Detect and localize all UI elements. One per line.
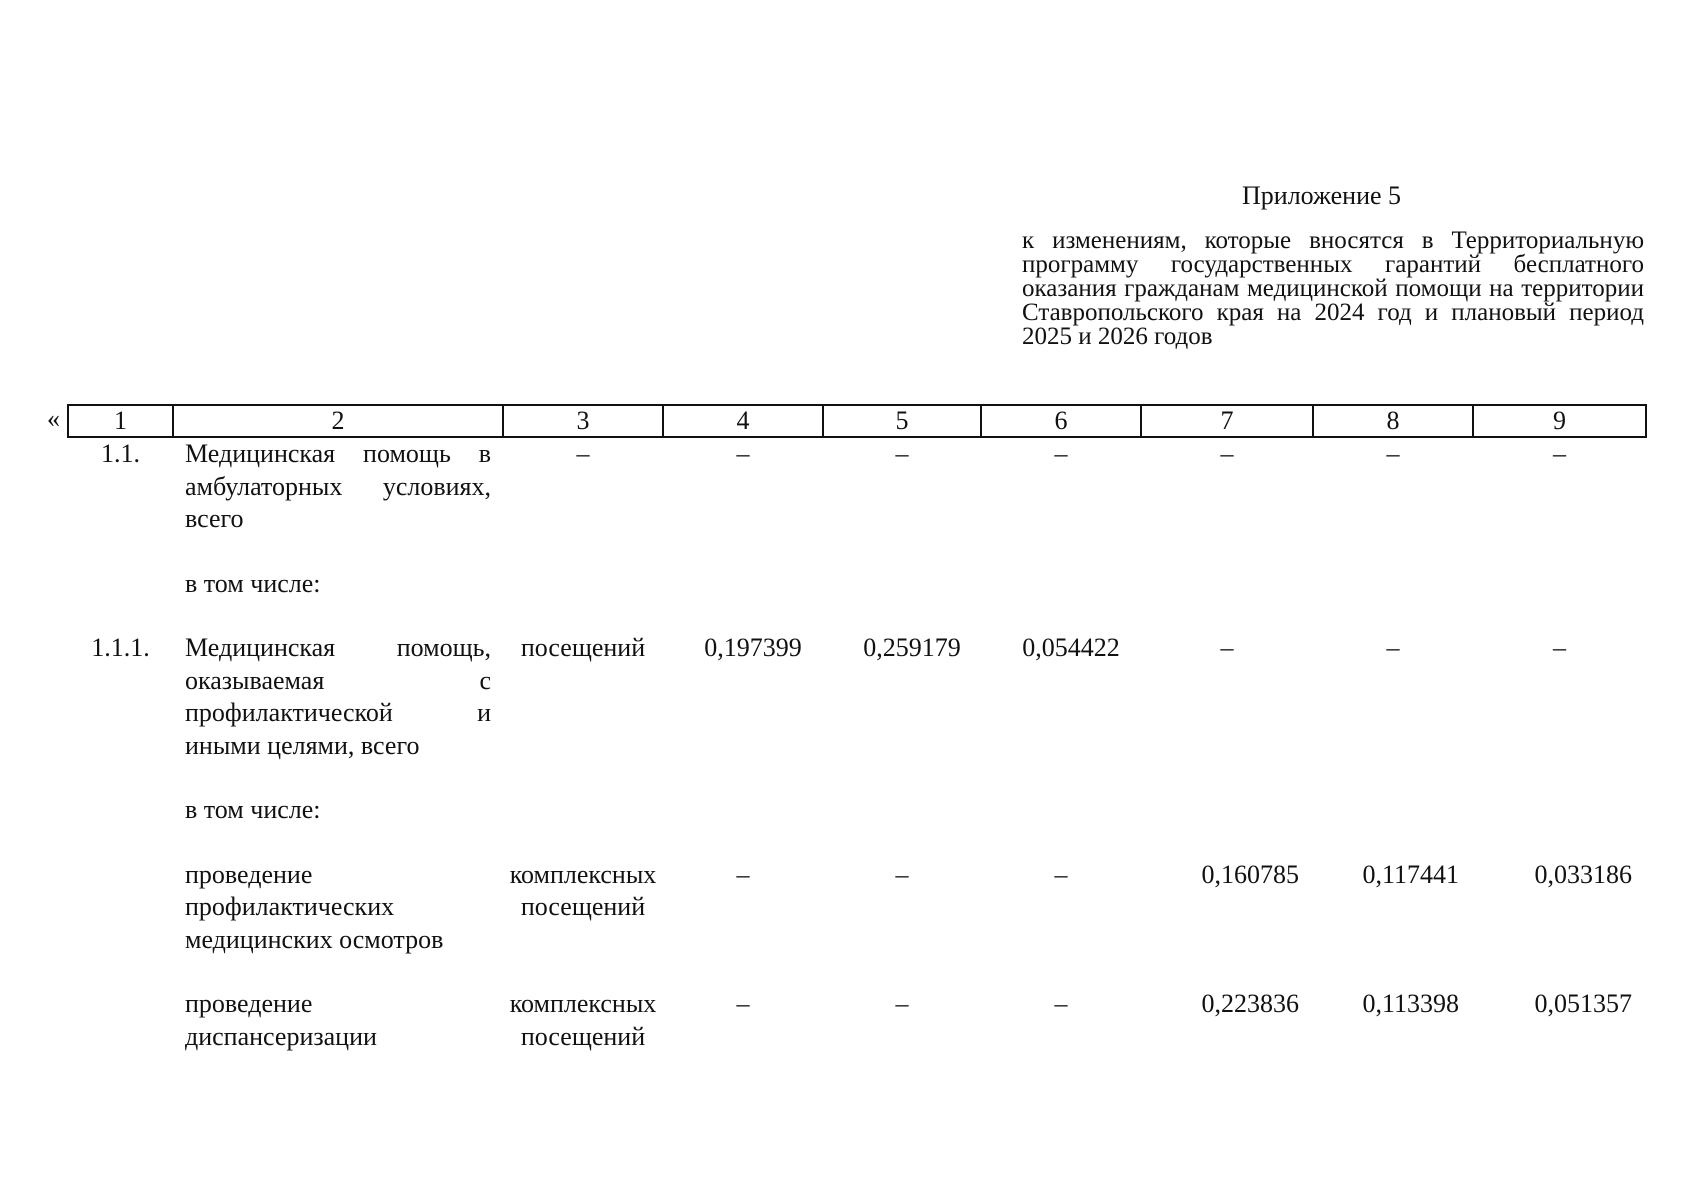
table-row [68, 988, 1646, 1053]
row-name: Медицинская помощь в амбулаторных условиях, всего [185, 439, 491, 533]
table-row [68, 568, 1646, 601]
row-number [68, 859, 173, 957]
column-number: 2 [173, 405, 503, 437]
row-unit: посещений [520, 633, 646, 662]
cell-col8: 0,117441 [1362, 859, 1459, 889]
row-number: 1.1. [101, 439, 140, 468]
row-unit: – [576, 439, 590, 468]
cell-col5: – [895, 439, 909, 468]
row-number [68, 568, 173, 601]
cell-col4: 0,197399 [704, 633, 802, 662]
column-number: 4 [663, 405, 823, 437]
row-number [68, 794, 173, 827]
row-empty-cells [503, 568, 1646, 601]
row-spacer [68, 827, 1646, 859]
table-row [68, 794, 1646, 827]
cell-col6: – [1054, 989, 1068, 1018]
cell-col7: 0,160785 [1201, 859, 1299, 889]
column-number: 3 [503, 405, 663, 437]
row-name: проведение профилактических медицинских осмотров [185, 859, 444, 954]
table-row [68, 437, 1646, 536]
row-spacer [68, 956, 1646, 988]
cell-col6: – [1054, 859, 1068, 889]
column-number: 9 [1473, 405, 1646, 437]
cell-col7: – [1220, 633, 1234, 662]
cell-col8: 0,113398 [1362, 989, 1459, 1018]
cell-col5: 0,259179 [863, 633, 961, 662]
row-spacer [68, 762, 1646, 794]
table-row [68, 859, 1646, 957]
data-table [67, 404, 1647, 1053]
cell-col9: 0,033186 [1534, 859, 1632, 889]
column-number: 1 [68, 405, 173, 437]
row-number: 1.1.1. [91, 633, 150, 662]
cell-col7: 0,223836 [1201, 989, 1299, 1018]
cell-col6: – [1054, 439, 1068, 468]
column-number-row [68, 405, 1646, 437]
row-name: в том числе: [185, 568, 321, 598]
cell-col6: 0,054422 [1022, 633, 1120, 662]
row-name: в том числе: [185, 795, 321, 824]
annex-title: Приложение 5 [1242, 181, 1402, 210]
cell-col5: – [895, 989, 909, 1018]
cell-col4: – [736, 859, 750, 889]
row-unit: комплексных посещений [509, 859, 657, 921]
opening-quote: « [47, 404, 60, 433]
row-spacer [68, 536, 1646, 568]
column-number: 5 [823, 405, 981, 437]
column-number: 7 [1141, 405, 1313, 437]
cell-col9: – [1553, 439, 1566, 468]
row-name: проведение диспансеризации [185, 989, 377, 1051]
row-unit: комплексных посещений [509, 989, 657, 1051]
row-number [68, 988, 173, 1053]
table-row [68, 632, 1646, 762]
cell-col8: – [1386, 439, 1400, 468]
row-spacer [68, 600, 1646, 632]
cell-col9: 0,051357 [1534, 989, 1632, 1018]
cell-col8: – [1386, 633, 1400, 662]
cell-col7: – [1220, 439, 1234, 468]
cell-col9: – [1553, 633, 1566, 662]
row-empty-cells [503, 794, 1646, 827]
cell-col4: – [736, 439, 750, 468]
annex-subtitle: к изменениям, которые вносятся в Территориальную программу государственных гарантий бесплатного оказания гражданам медицинской помощи на территории Ставропольского края на 2024 год и плановый период 2025 и 2026 годов [1022, 227, 1644, 350]
row-name: Медицинская помощь, оказываемая с профилактической и иными целями, всего [185, 633, 491, 760]
column-number: 8 [1313, 405, 1473, 437]
cell-col5: – [895, 859, 909, 889]
column-number: 6 [981, 405, 1141, 437]
cell-col4: – [736, 989, 750, 1018]
